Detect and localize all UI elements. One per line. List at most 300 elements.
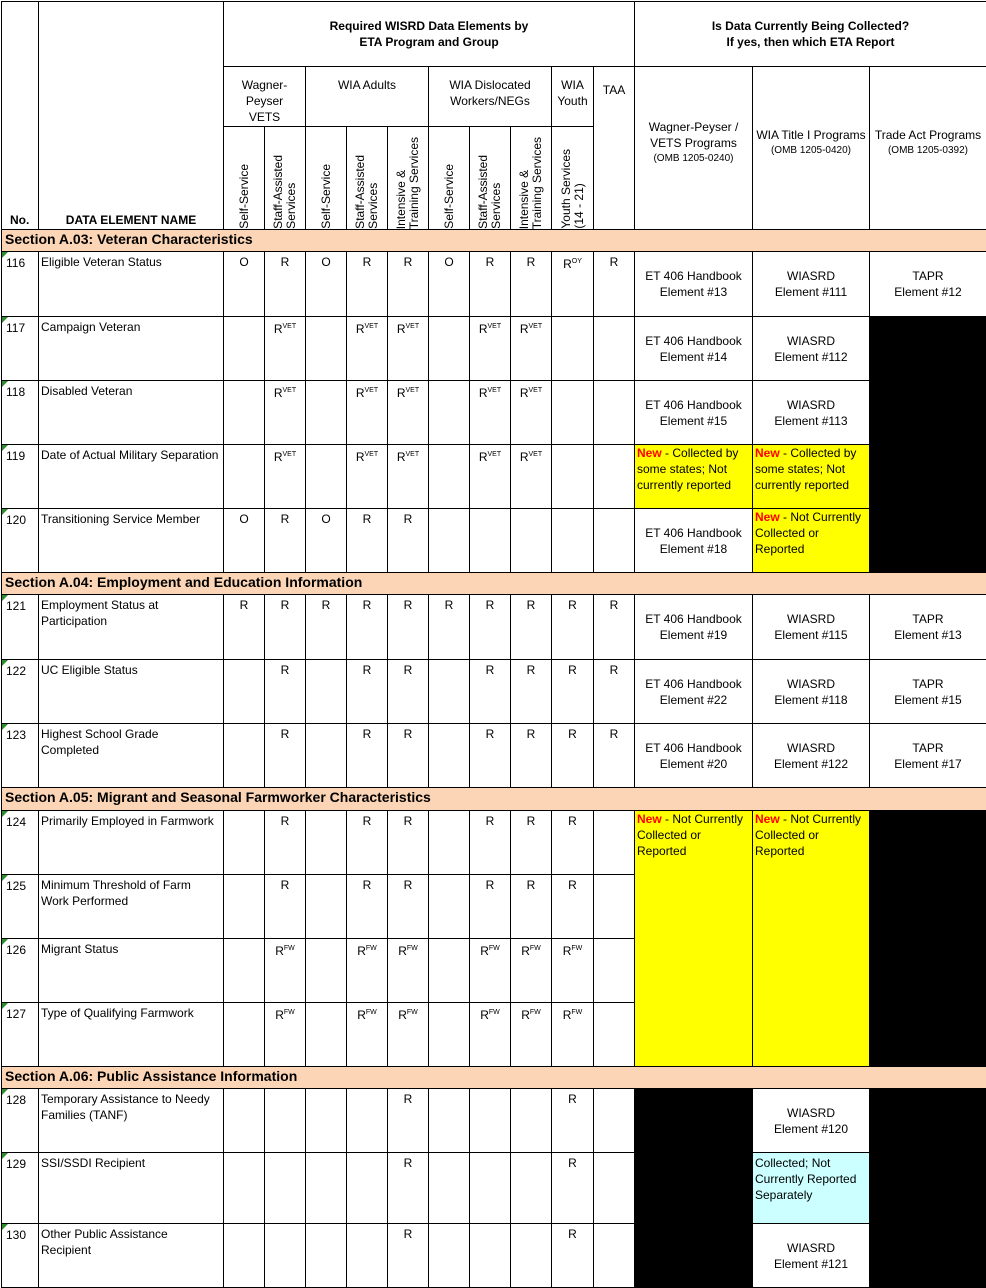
requirement-value: O <box>239 255 249 269</box>
collected-not-reported-text: Collected; Not Currently Reported Separately <box>755 1156 857 1202</box>
requirement-cell <box>346 444 388 509</box>
requirement-cell <box>223 723 265 788</box>
new-report-cell <box>634 444 753 509</box>
section-header <box>1 1066 986 1089</box>
requirement-value: R <box>396 386 406 400</box>
requirement-cell <box>551 1002 594 1067</box>
comment-marker-icon <box>2 724 8 730</box>
requirement-value: R <box>526 598 536 612</box>
report-cell-text: TAPR Element #13 <box>894 612 962 642</box>
requirement-value: R <box>563 257 572 271</box>
requirement-value: R <box>478 386 488 400</box>
requirement-value: R <box>273 322 283 336</box>
report-header-1 <box>752 66 870 230</box>
requirement-value: R <box>403 598 413 612</box>
requirement-cell <box>264 1223 306 1288</box>
requirement-value: R <box>362 814 372 828</box>
requirement-cell <box>551 594 594 660</box>
report-cell-text: WIASRD Element #121 <box>773 1240 849 1271</box>
row-number-text: 127 <box>6 1007 27 1021</box>
requirement-value: R <box>275 1008 284 1022</box>
row-number-text: 122 <box>6 664 27 678</box>
requirement-cell <box>469 1152 511 1224</box>
requirement-cell <box>551 874 594 939</box>
blacked-out-cell <box>634 1088 753 1288</box>
report-cell-text: WIASRD Element #122 <box>773 740 849 771</box>
report-cell-text: WIASRD Element #113 <box>774 397 848 428</box>
requirement-qualifier: FW <box>365 945 377 952</box>
data-element-name <box>38 938 224 1003</box>
requirement-qualifier: FW <box>406 945 418 952</box>
requirement-cell <box>305 380 347 445</box>
requirement-cell <box>223 1152 265 1224</box>
report-cell <box>869 723 986 788</box>
requirement-value: R <box>403 727 413 741</box>
requirement-value: R <box>396 322 406 336</box>
row-number <box>1 380 39 445</box>
requirement-cell <box>469 659 511 724</box>
requirement-cell <box>593 251 635 317</box>
group-label: Wagner- Peyser VETS <box>241 78 288 124</box>
data-element-name <box>38 1223 224 1288</box>
requirement-cell <box>264 316 306 381</box>
comment-marker-icon <box>2 875 8 881</box>
requirement-value: R <box>562 944 572 958</box>
requirement-value: R <box>355 386 365 400</box>
requirement-value: R <box>403 814 413 828</box>
requirement-value: R <box>362 727 372 741</box>
requirement-cell <box>387 1088 429 1153</box>
report-cell-text: ET 406 Handbook Element #22 <box>645 676 742 707</box>
report-omb: (OMB 1205-0240) <box>653 153 734 164</box>
data-element-name-text: Disabled Veteran <box>41 384 133 398</box>
requirement-cell <box>346 316 388 381</box>
section-title: Section A.03: Veteran Characteristics <box>5 231 253 247</box>
comment-marker-icon <box>2 1089 8 1095</box>
requirement-cell <box>346 594 388 660</box>
report-name: Trade Act Programs <box>874 128 982 142</box>
requirement-cell <box>264 444 306 509</box>
data-element-name <box>38 723 224 788</box>
row-number <box>1 1152 39 1224</box>
group-label: WIA Dislocated Workers/NEGs <box>449 78 531 108</box>
requirement-cell <box>428 1152 470 1224</box>
requirement-cell <box>551 1152 594 1224</box>
requirement-cell <box>428 380 470 445</box>
requirement-cell <box>593 659 635 724</box>
row-number <box>1 1002 39 1067</box>
requirement-value: R <box>521 944 530 958</box>
requirement-cell <box>510 444 552 509</box>
requirement-cell <box>305 1152 347 1224</box>
requirement-value: R <box>568 663 577 677</box>
new-report-text: - Not Currently Collected or Reported <box>755 510 862 556</box>
requirement-cell <box>223 1088 265 1153</box>
report-cell <box>752 1088 870 1153</box>
requirement-cell <box>387 1223 429 1288</box>
row-number <box>1 810 39 875</box>
requirement-qualifier: VET <box>405 451 420 458</box>
comment-marker-icon <box>2 445 8 451</box>
section-header <box>1 229 986 252</box>
requirement-cell <box>551 508 594 573</box>
requirement-cell <box>428 810 470 875</box>
row-number-text: 125 <box>6 879 27 893</box>
requirement-cell <box>510 1088 552 1153</box>
comment-marker-icon <box>2 509 8 515</box>
requirement-qualifier: VET <box>364 323 379 330</box>
report-cell <box>634 659 753 724</box>
requirement-cell <box>387 444 429 509</box>
requirement-cell <box>305 1088 347 1153</box>
requirement-value: R <box>485 663 495 677</box>
requirement-cell <box>346 874 388 939</box>
requirement-cell <box>428 938 470 1003</box>
requirement-cell <box>428 723 470 788</box>
requirement-value: R <box>403 1156 413 1170</box>
requirement-cell <box>551 444 594 509</box>
requirement-value: R <box>480 944 489 958</box>
requirement-cell <box>510 874 552 939</box>
new-report-text: - Not Currently Collected or Reported <box>637 812 744 858</box>
requirement-cell <box>469 874 511 939</box>
new-report-text: - Collected by some states; Not currently reported <box>637 446 739 492</box>
requirement-cell <box>510 508 552 573</box>
group-header-taa <box>593 66 635 230</box>
report-cell-text: ET 406 Handbook Element #18 <box>645 525 742 556</box>
comment-marker-icon <box>2 595 8 601</box>
requirement-cell <box>510 594 552 660</box>
row-number-text: 128 <box>6 1093 27 1107</box>
report-cell <box>634 723 753 788</box>
requirement-cell <box>510 251 552 317</box>
requirement-cell <box>264 508 306 573</box>
report-cell-text: ET 406 Handbook Element #20 <box>645 740 742 771</box>
comment-marker-icon <box>2 1003 8 1009</box>
requirement-qualifier: FW <box>488 1009 500 1016</box>
requirement-cell <box>593 1088 635 1153</box>
requirement-value: R <box>568 1156 577 1170</box>
section-title: Section A.06: Public Assistance Information <box>5 1068 298 1084</box>
requirement-cell <box>551 380 594 445</box>
requirement-cell <box>469 594 511 660</box>
required-title-text: Required WISRD Data Elements by ETA Program and Group <box>329 19 529 49</box>
requirement-value: R <box>403 878 413 892</box>
requirement-value: O <box>239 512 249 526</box>
requirement-cell <box>428 444 470 509</box>
report-cell-text: ET 406 Handbook Element #19 <box>645 612 742 642</box>
requirement-cell <box>387 938 429 1003</box>
report-cell <box>634 316 753 381</box>
row-number-text: 119 <box>6 449 26 463</box>
requirement-value: R <box>485 878 495 892</box>
subcol-label: Staff-Assisted Services <box>271 155 298 229</box>
requirement-qualifier: FW <box>571 945 583 952</box>
subcol-label: Staff-Assisted Services <box>476 155 503 229</box>
requirement-value: O <box>321 255 331 269</box>
requirement-cell <box>223 938 265 1003</box>
data-element-name-text: Employment Status at Participation <box>41 598 159 628</box>
requirement-value: R <box>526 814 536 828</box>
requirement-cell <box>264 938 306 1003</box>
row-number <box>1 316 39 381</box>
requirement-qualifier: FW <box>529 1009 541 1016</box>
new-report-cell <box>634 810 753 1067</box>
requirement-value: R <box>568 1092 577 1106</box>
requirement-cell <box>387 874 429 939</box>
subcol-label: Self-Service <box>318 164 333 229</box>
collected-not-reported-cell <box>752 1152 870 1224</box>
new-report-text: - Collected by some states; Not currently reported <box>755 446 857 492</box>
subcol-header-2 <box>305 126 347 230</box>
group-header-3 <box>551 66 594 127</box>
requirement-cell <box>469 444 511 509</box>
requirement-cell <box>305 659 347 724</box>
report-cell <box>869 251 986 317</box>
requirement-cell <box>469 938 511 1003</box>
comment-marker-icon <box>2 660 8 666</box>
group-label: WIA Youth <box>557 78 588 108</box>
section-title: Section A.05: Migrant and Seasonal Farmworker Characteristics <box>5 789 431 805</box>
comment-marker-icon <box>2 317 8 323</box>
requirement-qualifier: FW <box>529 945 541 952</box>
subcol-header-4 <box>387 126 429 230</box>
requirement-cell <box>387 380 429 445</box>
requirement-qualifier: VET <box>487 323 502 330</box>
data-element-name <box>38 1152 224 1224</box>
requirement-cell <box>510 380 552 445</box>
requirement-cell <box>346 723 388 788</box>
requirement-value: R <box>403 663 413 677</box>
subcol-header-8 <box>551 126 594 230</box>
requirement-qualifier: VET <box>364 387 379 394</box>
report-cell <box>634 508 753 573</box>
data-element-name-text: Minimum Threshold of Farm Work Performed <box>41 878 191 908</box>
requirement-value: R <box>280 663 290 677</box>
report-cell-text: WIASRD Element #120 <box>773 1105 849 1136</box>
requirement-value: R <box>273 450 283 464</box>
section-title: Section A.04: Employment and Education Information <box>5 574 363 590</box>
requirement-cell <box>223 380 265 445</box>
requirement-value: R <box>485 727 495 741</box>
requirement-cell <box>469 723 511 788</box>
requirement-cell <box>469 1088 511 1153</box>
requirement-qualifier: FW <box>571 1009 583 1016</box>
requirement-cell <box>428 1002 470 1067</box>
requirement-cell <box>428 659 470 724</box>
requirement-cell <box>264 380 306 445</box>
row-number <box>1 508 39 573</box>
requirement-cell <box>387 251 429 317</box>
requirement-cell <box>469 251 511 317</box>
requirement-cell <box>346 659 388 724</box>
name-header <box>38 1 224 230</box>
requirement-qualifier: VET <box>405 323 420 330</box>
subcol-label: Staff-Assisted Services <box>353 155 380 229</box>
requirement-qualifier: VET <box>282 387 297 394</box>
report-header-2 <box>869 66 986 230</box>
requirement-cell <box>387 508 429 573</box>
requirement-value: R <box>273 386 283 400</box>
requirement-value: R <box>526 878 536 892</box>
requirement-cell <box>593 316 635 381</box>
report-cell <box>634 251 753 317</box>
row-number <box>1 251 39 317</box>
requirement-value: R <box>526 255 536 269</box>
group-header-0 <box>223 66 306 127</box>
no-header-label: No. <box>10 213 30 227</box>
requirement-qualifier: VET <box>528 451 543 458</box>
requirement-value: R <box>280 878 290 892</box>
requirement-value: O <box>321 512 331 526</box>
requirement-cell <box>593 938 635 1003</box>
requirement-cell <box>593 874 635 939</box>
group-label: WIA Adults <box>337 78 397 92</box>
requirement-cell <box>223 659 265 724</box>
requirement-cell <box>305 594 347 660</box>
requirement-cell <box>593 508 635 573</box>
requirement-cell <box>510 659 552 724</box>
requirement-value: R <box>396 450 406 464</box>
data-element-name <box>38 874 224 939</box>
subcol-header-7 <box>510 126 552 230</box>
report-cell-text: WIASRD Element #112 <box>774 333 848 364</box>
new-report-cell <box>752 810 870 1067</box>
report-cell-text: ET 406 Handbook Element #13 <box>645 269 742 299</box>
report-cell-text: WIASRD Element #115 <box>774 612 848 642</box>
requirement-value: R <box>362 598 372 612</box>
requirement-cell <box>346 1088 388 1153</box>
report-omb: (OMB 1205-0392) <box>887 145 969 156</box>
requirement-cell <box>264 810 306 875</box>
row-number <box>1 444 39 509</box>
comment-marker-icon <box>2 381 8 387</box>
data-element-name <box>38 380 224 445</box>
requirement-value: R <box>609 727 619 741</box>
requirement-cell <box>428 1223 470 1288</box>
section-header <box>1 572 986 595</box>
requirement-cell <box>428 874 470 939</box>
requirement-value: R <box>478 450 488 464</box>
requirement-cell <box>428 594 470 660</box>
requirement-cell <box>551 316 594 381</box>
requirement-value: R <box>521 1008 530 1022</box>
requirement-cell <box>346 508 388 573</box>
blacked-out-cell <box>869 1088 986 1288</box>
subcol-header-5 <box>428 126 470 230</box>
requirement-cell <box>223 810 265 875</box>
new-report-cell <box>752 508 870 573</box>
requirement-cell <box>428 316 470 381</box>
subcol-header-3 <box>346 126 388 230</box>
requirement-cell <box>223 1223 265 1288</box>
subcol-label: Youth Services (14 - 21) <box>558 149 586 229</box>
blacked-out-cell <box>869 810 986 1067</box>
requirement-cell <box>305 723 347 788</box>
subcol-label: Self-Service <box>236 164 251 229</box>
requirement-value: R <box>280 598 290 612</box>
requirement-cell <box>551 723 594 788</box>
no-header <box>1 1 39 230</box>
report-cell-text: WIASRD Element #111 <box>774 269 848 299</box>
requirement-cell <box>387 810 429 875</box>
subcol-label: Intensive & Training Services <box>394 136 421 229</box>
requirement-cell <box>305 938 347 1003</box>
row-number <box>1 723 39 788</box>
requirement-value: R <box>568 598 577 612</box>
requirement-cell <box>305 1002 347 1067</box>
report-cell <box>869 659 986 724</box>
subcol-label: Self-Service <box>441 164 456 229</box>
data-element-name-text: UC Eligible Status <box>41 663 138 677</box>
name-header-label: DATA ELEMENT NAME <box>65 213 197 227</box>
report-cell-text: ET 406 Handbook Element #15 <box>645 397 742 428</box>
requirement-value: R <box>321 598 331 612</box>
requirement-value: R <box>280 727 290 741</box>
requirement-cell <box>551 938 594 1003</box>
report-cell <box>634 380 753 445</box>
requirement-cell <box>510 1223 552 1288</box>
requirement-value: R <box>362 255 372 269</box>
row-number-text: 130 <box>6 1228 27 1242</box>
requirement-cell <box>223 316 265 381</box>
report-cell <box>634 594 753 660</box>
requirement-cell <box>469 810 511 875</box>
requirement-cell <box>428 508 470 573</box>
requirement-cell <box>223 251 265 317</box>
requirement-cell <box>346 380 388 445</box>
data-element-name <box>38 659 224 724</box>
requirement-cell <box>346 938 388 1003</box>
requirement-qualifier: VET <box>282 451 297 458</box>
report-cell-text: TAPR Element #17 <box>894 740 962 771</box>
data-element-name-text: Migrant Status <box>41 942 119 956</box>
requirement-value: R <box>239 598 249 612</box>
requirement-cell <box>305 508 347 573</box>
data-element-name-text: Eligible Veteran Status <box>41 255 162 269</box>
requirement-cell <box>593 444 635 509</box>
requirement-value: R <box>609 255 619 269</box>
requirement-cell <box>264 1152 306 1224</box>
data-element-name-text: Transitioning Service Member <box>41 512 200 526</box>
data-element-name-text: SSI/SSDI Recipient <box>41 1156 146 1170</box>
requirement-cell <box>593 1223 635 1288</box>
requirement-value: R <box>355 322 365 336</box>
report-cell-text: ET 406 Handbook Element #14 <box>645 333 742 364</box>
data-element-name-text: Primarily Employed in Farmwork <box>41 814 214 828</box>
report-omb: (OMB 1205-0420) <box>770 145 852 156</box>
requirement-cell <box>305 251 347 317</box>
requirement-cell <box>551 1223 594 1288</box>
requirement-cell <box>551 251 594 317</box>
requirement-cell <box>387 316 429 381</box>
requirement-cell <box>387 723 429 788</box>
requirement-cell <box>551 810 594 875</box>
data-element-name <box>38 594 224 660</box>
data-element-name-text: Date of Actual Military Separation <box>41 448 219 462</box>
row-number-text: 118 <box>6 385 26 399</box>
requirement-value: R <box>362 663 372 677</box>
requirement-value: R <box>444 598 454 612</box>
report-cell-text: TAPR Element #12 <box>894 269 962 299</box>
requirement-cell <box>264 874 306 939</box>
requirement-cell <box>387 1152 429 1224</box>
requirement-value: R <box>609 598 619 612</box>
requirement-cell <box>346 810 388 875</box>
requirement-cell <box>387 594 429 660</box>
row-number-text: 126 <box>6 943 27 957</box>
data-element-name <box>38 316 224 381</box>
